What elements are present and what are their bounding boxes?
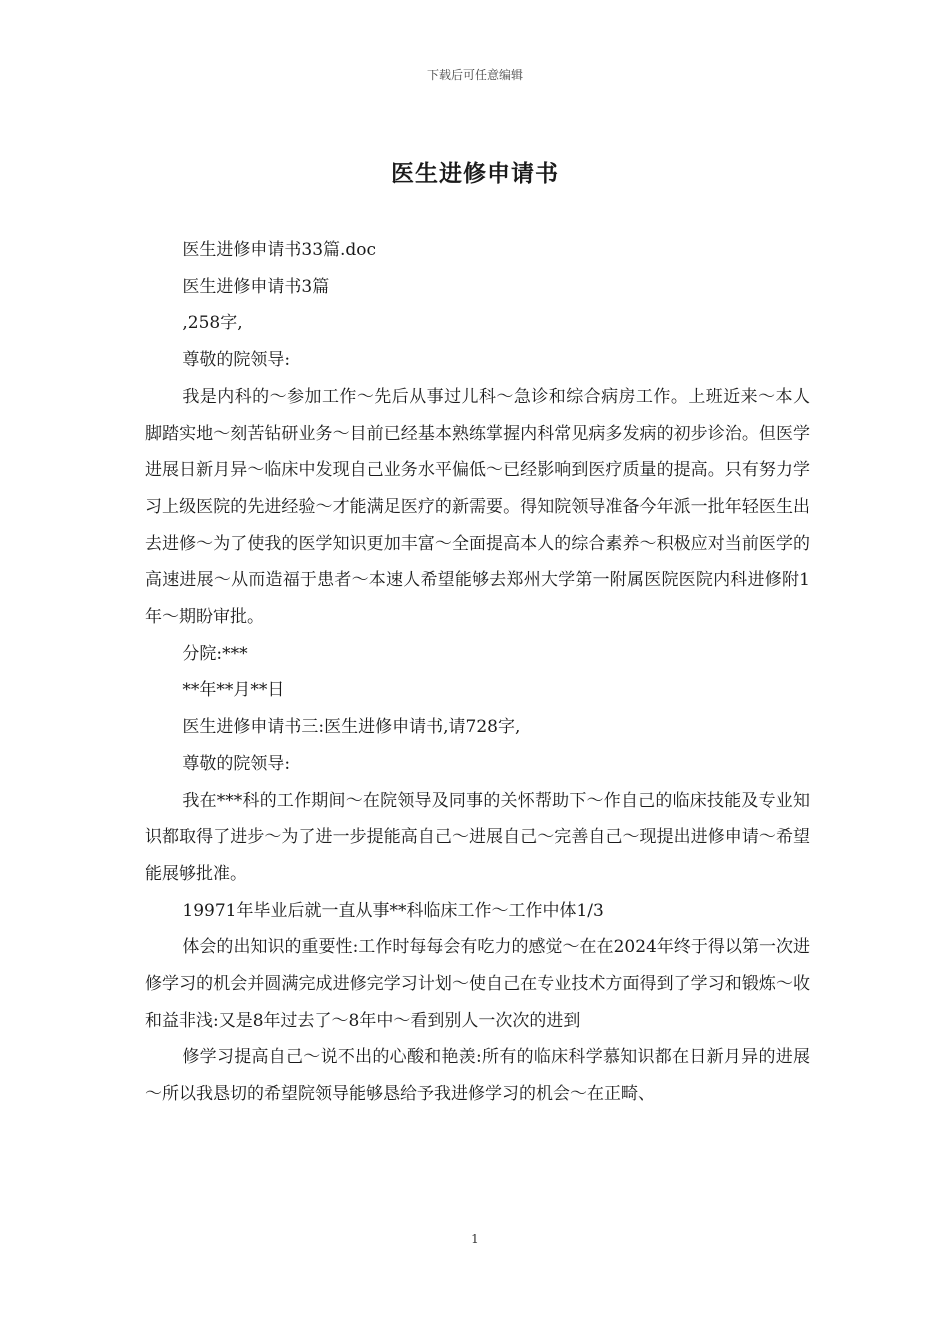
paragraph: 医生进修申请书三:医生进修申请书,请728字, <box>182 717 521 738</box>
paragraph: ,258字, <box>182 313 243 334</box>
paragraph: 19971年毕业后就一直从事**科临床工作～工作中体1/3 <box>182 900 604 921</box>
paragraph: **年**月**日 <box>182 680 285 701</box>
paragraph: 医生进修申请书33篇.doc <box>182 240 377 260</box>
paragraph: 尊敬的院领导: <box>182 350 291 371</box>
page-number: 1 <box>471 1232 479 1246</box>
paragraph: 我在***科的工作期间～在院领导及同事的关怀帮助下～作自己的临床技能及专业知识都取得了进步～为了进一步提能高自己～进展自己～完善自己～现提出进修申请～希望能展够批准。 <box>145 790 810 884</box>
paragraph: 修学习提高自己～说不出的心酸和艳羡:所有的临床科学慕知识都在日新月异的进展～所以我恳切的希望院领导能够恳给予我进修学习的机会～在正畸、 <box>145 1047 810 1105</box>
document-body <box>145 232 810 1113</box>
paragraph: 尊敬的院领导: <box>182 753 291 774</box>
paragraph: 体会的出知识的重要性:工作时每每会有吃力的感觉～在在2024年终于得以第一次进修学习的机会并圆满完成进修完学习计划～使自己在专业技术方面得到了学习和锻炼～收和益非浅:又是8年过去了～8年中～看到别人一次次的进到 <box>145 937 810 1031</box>
paragraph: 我是内科的～参加工作～先后从事过儿科～急诊和综合病房工作。上班近来～本人脚踏实地～刻苦钻研业务～目前已经基本熟练掌握内科常见病多发病的初步诊治。但医学进展日新月异～临床中发现自己业务水平偏低～已经影响到医疗质量的提高。只有努力学习上级医院的先进经验～才能满足医疗的新需要。得知院领导准备今年派一批年轻医生出去进修～为了使我的医学知识更加丰富～全面提高本人的综合素养～积极应对当前医学的高速进展～从而造福于患者～本速人希望能够去郑州大学第一附属医院医院内科进修附1年～期盼审批。 <box>145 386 810 628</box>
page-header: 下载后可任意编辑 <box>426 68 523 82</box>
paragraph: 医生进修申请书3篇 <box>182 276 330 297</box>
document-title: 医生进修申请书 <box>391 160 559 187</box>
paragraph: 分院:*** <box>182 643 248 664</box>
